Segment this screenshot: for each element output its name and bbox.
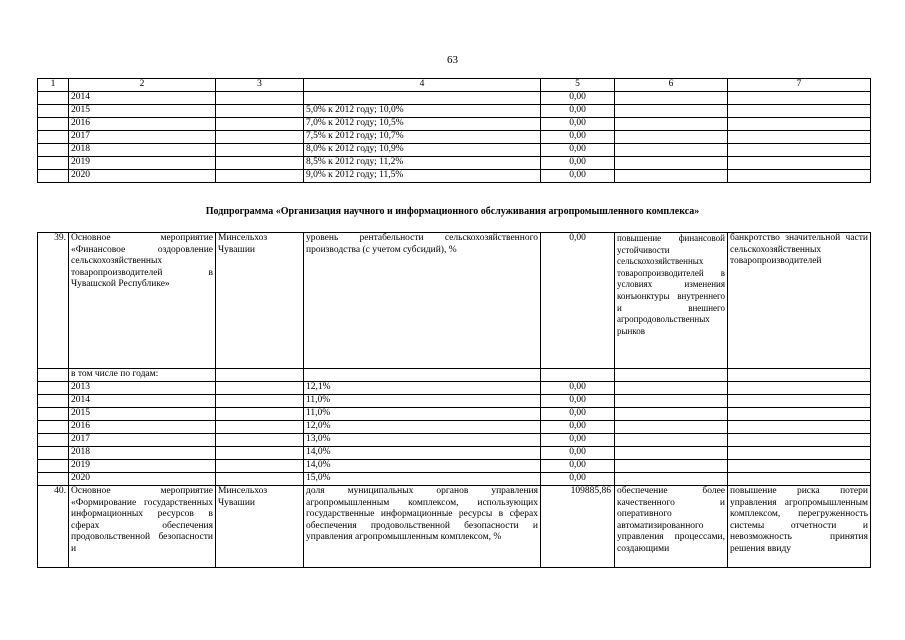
year-cell: 2014 [69, 92, 216, 105]
year-cell: 2018 [69, 144, 216, 157]
year-cell: 2013 [69, 382, 216, 395]
measures-table [37, 232, 871, 568]
target-cell [304, 92, 541, 105]
header-cell: 1 [38, 79, 69, 92]
executor: Минсельхоз Чувашии [216, 233, 304, 369]
amount-cell: 0,00 [541, 395, 615, 408]
amount-cell: 0,00 [541, 118, 615, 131]
target-cell: 14,0% [304, 447, 541, 460]
year-cell: 2016 [69, 118, 216, 131]
amount-cell: 0,00 [541, 92, 615, 105]
year-cell: 2015 [69, 408, 216, 421]
target-cell: 5,0% к 2012 году; 10,0% [304, 105, 541, 118]
table-row [38, 382, 871, 395]
year-cell: 2015 [69, 105, 216, 118]
measure-name: Основное мероприятие «Финансовое оздоровление сельскохозяйственных товаропроизводителей в Чувашской Республике» [69, 233, 216, 369]
amount-cell: 0,00 [541, 473, 615, 486]
amount-cell: 0,00 [541, 434, 615, 447]
header-cell: 3 [216, 79, 304, 92]
by-years-label: в том числе по годам: [69, 369, 216, 382]
risk: повышение риска потери управления агропромышленным комплексом, перегруженность системы отчетности и невозможность принятия решения ввиду [728, 486, 871, 568]
expected-result: обеспечение более качественного и оперативного автоматизированного управления процессами, создающими [615, 486, 728, 568]
table-row [38, 447, 871, 460]
item-number: 39. [38, 233, 69, 369]
table-row [38, 144, 871, 157]
year-cell: 2018 [69, 447, 216, 460]
target-cell: 12,0% [304, 421, 541, 434]
year-cell: 2017 [69, 131, 216, 144]
header-cell: 2 [69, 79, 216, 92]
year-cell: 2017 [69, 434, 216, 447]
column-number-row [38, 79, 871, 92]
amount-cell: 109885,86 [541, 486, 615, 568]
header-cell: 4 [304, 79, 541, 92]
amount-cell: 0,00 [541, 382, 615, 395]
executor: Минсельхоз Чувашии [216, 486, 304, 568]
amount-cell: 0,00 [541, 408, 615, 421]
table-row [38, 473, 871, 486]
measure-name: Основное мероприятие «Формирование государственных информационных ресурсов в сферах обеспечения продовольственной безопасности и [69, 486, 216, 568]
header-cell: 7 [728, 79, 871, 92]
table-row [38, 157, 871, 170]
amount-cell: 0,00 [541, 421, 615, 434]
target-cell: 8,0% к 2012 году; 10,9% [304, 144, 541, 157]
target-cell: 14,0% [304, 460, 541, 473]
amount-cell: 0,00 [541, 144, 615, 157]
target-cell: 8,5% к 2012 году; 11,2% [304, 157, 541, 170]
target-cell: 11,0% [304, 395, 541, 408]
amount-cell: 0,00 [541, 447, 615, 460]
amount-cell: 0,00 [541, 131, 615, 144]
table-row [38, 395, 871, 408]
target-cell: 13,0% [304, 434, 541, 447]
item-39-row [38, 233, 871, 369]
year-cell: 2020 [69, 473, 216, 486]
year-cell: 2019 [69, 460, 216, 473]
amount-cell: 0,00 [541, 170, 615, 183]
header-cell: 6 [615, 79, 728, 92]
amount-cell: 0,00 [541, 233, 615, 369]
amount-cell: 0,00 [541, 157, 615, 170]
target-cell: 12,1% [304, 382, 541, 395]
table-row [38, 460, 871, 473]
table-row [38, 118, 871, 131]
continued-table [37, 78, 871, 183]
target-cell: 7,0% к 2012 году; 10,5% [304, 118, 541, 131]
indicator: доля муниципальных органов управления агропромышленным комплексом, использующих государственные информационные ресурсы в сферах обеспечения продовольственной безопасности и управления агропромышленным комплексом, % [304, 486, 541, 568]
table-row [38, 369, 871, 382]
year-cell: 2014 [69, 395, 216, 408]
table-row [38, 105, 871, 118]
target-cell: 7,5% к 2012 году; 10,7% [304, 131, 541, 144]
year-cell: 2019 [69, 157, 216, 170]
year-cell: 2020 [69, 170, 216, 183]
table-row [38, 92, 871, 105]
target-cell: 11,0% [304, 408, 541, 421]
target-cell: 15,0% [304, 473, 541, 486]
table-row [38, 131, 871, 144]
indicator: уровень рентабельности сельскохозяйственного производства (с учетом субсидий), % [304, 233, 541, 369]
item-number: 40. [38, 486, 69, 568]
table-row [38, 170, 871, 183]
table-row [38, 408, 871, 421]
risk: банкротство значительной части сельскохозяйственных товаропроизводителей [728, 233, 871, 369]
amount-cell: 0,00 [541, 460, 615, 473]
item-40-row [38, 486, 871, 568]
page-number: 63 [447, 54, 458, 66]
header-cell: 5 [541, 79, 615, 92]
subprogram-heading: Подпрограмма «Организация научного и информационного обслуживания агропромышленного комплекса» [205, 206, 700, 217]
amount-cell: 0,00 [541, 105, 615, 118]
year-cell: 2016 [69, 421, 216, 434]
table-row [38, 421, 871, 434]
expected-result: повышение финансовой устойчивости сельскохозяйственных товаропроизводителей в условиях изменения конъюнктуры внутреннего и внешнего агропродовольственных рынков [615, 233, 728, 369]
table-row [38, 434, 871, 447]
target-cell: 9,0% к 2012 году; 11,5% [304, 170, 541, 183]
